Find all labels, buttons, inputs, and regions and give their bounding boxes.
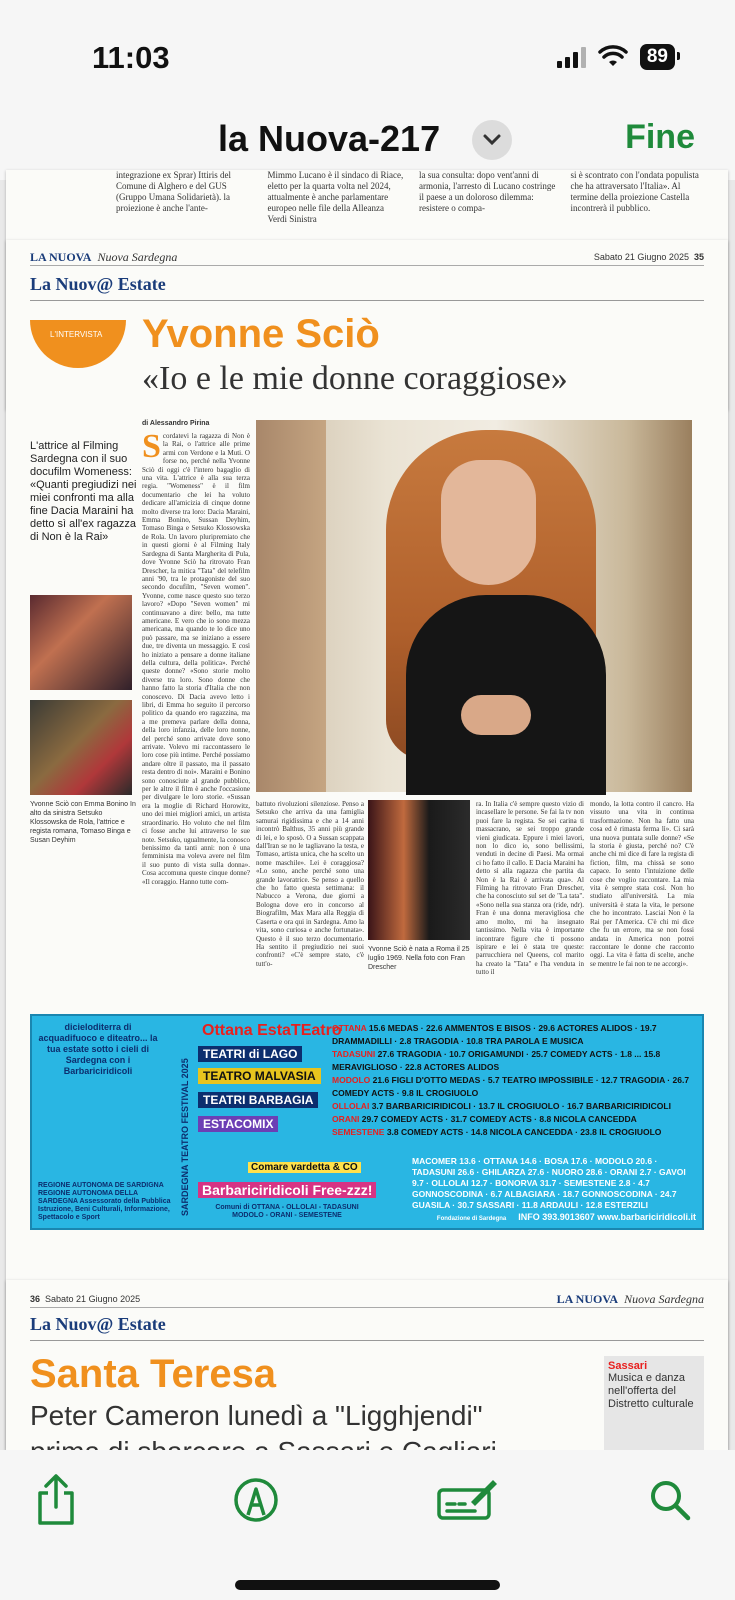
navigation-bar xyxy=(0,100,735,180)
title-menu-button[interactable] xyxy=(472,120,512,160)
group-photo xyxy=(30,595,132,690)
sidebar-text: Musica e danza nell'offerta del Distretto culturale xyxy=(608,1372,694,1410)
ad-logo-barbagia: TEATRI BARBAGIA xyxy=(198,1092,318,1108)
share-button[interactable] xyxy=(26,1470,86,1530)
bonino-photo xyxy=(30,700,132,795)
edit-icon xyxy=(435,1478,499,1522)
document-title[interactable]: la Nuova-217 xyxy=(218,118,441,159)
status-icons xyxy=(557,44,675,70)
chevron-down-icon xyxy=(483,134,501,146)
page-number: 35 xyxy=(693,252,704,262)
battery-indicator: 89 xyxy=(640,44,675,70)
photo-caption: Yvonne Sciò con Emma Bonino In alto da sinistra Setsuko Klossowska de Rola, l'attrice e regista romana, Tomaso Binga e Susan Deyhim xyxy=(30,801,136,844)
ad-line: ORANI 29.7 COMEDY ACTS · 31.7 COMEDY ACTS · 8.8 NICOLA CANCEDDA xyxy=(332,1114,637,1124)
status-time: 11:03 xyxy=(92,40,170,75)
small-photo-caption: Yvonne Sciò è nata a Roma il 25 luglio 1969. Nella foto con Fran Drescher xyxy=(368,946,470,971)
bottom-toolbar xyxy=(0,1450,735,1600)
ad-fondazione: Fondazione di Sardegna xyxy=(436,1216,507,1222)
article-subhead: «Io e le mie donne coraggiose» xyxy=(142,360,568,397)
article-subhead: Peter Cameron lunedì a "Ligghjendi" xyxy=(30,1400,483,1431)
masthead: LA NUOVA Nuova Sardegna xyxy=(30,250,178,264)
cellular-signal-icon xyxy=(557,46,586,68)
ad-logo-malvasia: TEATRO MALVASIA xyxy=(198,1068,321,1084)
section-divider xyxy=(30,300,704,301)
drescher-photo xyxy=(368,800,470,940)
festival-advertisement xyxy=(30,1014,704,1230)
search-icon xyxy=(648,1478,692,1522)
masthead-subtitle: Nuova Sardegna xyxy=(624,1292,704,1306)
page-header xyxy=(30,1292,704,1308)
ad-line: TADASUNI 27.6 TRAGODIA · 10.7 ORIGAMUNDI · 25.7 COMEDY ACTS · 1.8 ... 15.8 MERAVIGLIOSO · 22.8 ACTORES ALIDOS xyxy=(332,1049,661,1072)
ad-region: REGIONE AUTONOMA DE SARDIGNA REGIONE AUTONOMA DELLA SARDEGNA Assessorato della Pubblica Istruzione, Beni Culturali, Informazione, Spettacolo e Sport xyxy=(38,1182,171,1221)
article-column-3: ra. In Italia c'è sempre questo vizio di incasellare le persone. Se fai la tv non puoi fare la regista. Se sei carina ti massacrano, se sei troppo grande vieni giudicata. Eppure i miei lavori, non lo dico io, sono bellissimi, venduti in decine di Paesi. Ma ormai ci ho fatto il callo. E Dacia Maraini ha detto sì alla ragazza che partita da Non è la Rai è arrivata qua». Al Filming ha ritrovato Fran Drescher, che ha conosciuto sul set de "La tata". «Sono nella sua stanza ora (ride, ndr). Fran è una donna meravigliosa che amo molto, mi ha insegnato tantissimo. Nella vita è importante incontrare figure che ti possono ispirare e lei è stata tre queste: parrucchiera nel Queens, col marito ha creato la "Tata" e l'ha venduta in tutto il xyxy=(476,800,584,977)
article-lead: L'attrice al Filming Sardegna con il suo docufilm Womeness: «Quanti pregiudizi nei miei confronti ma alla fine Dacia Maraini ha detto sì all'ex ragazza di Non è la Rai» xyxy=(30,440,137,543)
ad-title: Ottana EstaTEatro xyxy=(202,1022,342,1039)
ad-tagline: dicieloditerra di acquadifuoco e diteatro... la tua estate sotto i cieli di Sardegna con i Barbariciridicoli xyxy=(38,1022,158,1076)
ad-line: OTTANA 15.6 MEDAS · 22.6 AMMENTOS E BISOS · 29.6 ACTORES ALIDOS · 19.7 DRAMMADILLI · 2.8 TRAGODIA · 10.8 TRA PAROLA E MUSICA xyxy=(332,1023,657,1046)
ad-programme xyxy=(332,1022,698,1139)
page-header xyxy=(30,250,704,266)
section-title: La Nuov@ Estate xyxy=(30,1314,166,1334)
section-title: La Nuov@ Estate xyxy=(30,274,166,294)
edit-button[interactable] xyxy=(432,1470,502,1530)
ad-schedule: MACOMER 13.6 · OTTANA 14.6 · BOSA 17.6 · MODOLO 20.6 · TADASUNI 26.6 · GHILARZA 27.6 · NUORO 28.6 · ORANI 2.7 · GAVOI 9.7 · OLLOLAI 12.7 · BONORVA 31.7 · SEMESTENE 2.8 · 4.7 GONNOSCODINA · 6.7 ALBAGIARA · 18.7 GONNOSCODINA · 24.7 GUASILA · 30.7 SASSARI · 11.8 ARDAULI · 12.8 ESTERZILI xyxy=(412,1156,686,1210)
page-date: Sabato 21 Giugno 2025 35 xyxy=(593,252,704,262)
masthead: LA NUOVA Nuova Sardegna xyxy=(556,1292,704,1306)
search-button[interactable] xyxy=(640,1470,700,1530)
prev-col-2: Mimmo Lucano è il sindaco di Riace, eletto per la quarta volta nel 2024, attualmente è anche parlamentare europeo nelle file della Alleanza Verdi Sinistra xyxy=(267,170,404,224)
sidebar-heading: Sassari xyxy=(608,1360,648,1372)
home-indicator[interactable] xyxy=(235,1580,500,1590)
page-number: 36 xyxy=(30,1294,41,1304)
markup-button[interactable] xyxy=(226,1470,286,1530)
main-portrait-photo xyxy=(256,420,692,792)
share-icon xyxy=(34,1473,78,1527)
article-headline: Yvonne Sciò xyxy=(142,312,380,356)
article-column-2: battuto rivoluzioni silenziose. Penso a Setsuko che arriva da una famiglia samurai rigidissima e che a 14 anni incontrò Balthus, 35 anni più grande di lei, e lo sposò. O a Sussan scappata dall'Iran se no le tagliavano la testa, e Tomaso, artista unica, che ha scelto un nome maschile». Lei è coraggiosa? «Lo sono, anche perché sono una grande lavoratrice. Se penso a quello che ho fatto questa settimana: il Nabucco a Verona, due giorni a Bologna dove ero in concorso al Biografilm, Max Mara alla Reggia di Caserta e ora qui in Sardegna. Amo la vita, sono curiosa e anche fortunata». Questo è il suo terzo documentario. Ha sentito il pregiudizio nei suoi confronti? «C'è sempre stato, c'è tutt'o- xyxy=(256,800,364,968)
dropcap: S xyxy=(142,428,161,465)
markup-icon xyxy=(233,1477,279,1523)
section-divider xyxy=(30,1340,704,1341)
page-date: 36 Sabato 21 Giugno 2025 xyxy=(30,1294,141,1304)
wifi-icon xyxy=(598,46,628,68)
article-column-1: Scordatevi la ragazza di Non è la Rai, o l'attrice alle prime armi con Verdone e la Muti. O forse no, perché nella Yvonne Sciò di oggi c'è l'intero bagaglio di una vita. L'attrice è alla sua terza regia. "Womeness" è il film documentario che lei ha voluto dedicare all'amicizia di cinque donne molto diverse tra loro: Dacia Maraini, Emma Bonino, Sussan Deyhim, Tomaso Binga e Setsuko Klossowska de Rola. Un lavoro pluripremiato che in questi giorni è al Filming Italy Sardegna di Santa Margherita di Pula, dove Yvonne Sciò ha ritrovato Fran Drescher, la mitica "Tata" del telefilm anni '90, tra le protagoniste del suo secondo docufilm, "Seven women". Yvonne, come nasce questo suo terzo lavoro? «Dopo "Seven women" mi continuavano a dire: bello, ma tutte americane. E vero che io sono mezza americana, ma quando te lo dice uno può passare, ma se iniziano a essere due, tre diventa un messaggio. E così ho iniziato a pensare a donne italiane della cultura, della politica». Perché queste donne? «Sono storie molto diverse tra loro. Sono donne che hanno fatto la storia d'Italia che non conoscevo. Di Dacia avevo letto i libri, di Emma ho seguito il percorso politico da quando ero ragazzina, ma a me premeva parlare della donna, della loro infanzia, delle loro nonne, del perché sono arrivate dove sono arrivate. Volevo mi raccontassero le loro cose più intime. Perché possiamo andare oltre il passato, ma il passato resta dentro di noi». Maraini e Bonino sono conosciute al grande pubblico, per le altre il film è anche l'occasione per divulgare le loro storie. «Sussan era la moglie di Richard Horowitz, uno dei miei migliori amici, un artista straordinario. Ho voluto che nel film ci fosse anche lui attraverso le sue note. Setsuko, ugualmente, la conosco benissimo da tanti anni: non è una femminista ma voleva avere nel film il suo punto di vista sulla donna». Cosa accomuna queste cinque donne? «Il coraggio. Hanno tutte com- xyxy=(142,428,250,886)
interview-tab: L'INTERVISTA xyxy=(30,320,126,368)
ad-line: OLLOLAI 3.7 BARBARICIRIDICOLI · 13.7 IL CROGIUOLO · 16.7 BARBARICIRIDICOLI xyxy=(332,1101,671,1111)
newspaper-page xyxy=(6,240,728,1450)
prev-col-1: integrazione ex Sprar) Ittiris del Comune di Alghero e del GUS (Gruppo Umana Solidarietà). la proiezione è anche l'ante- xyxy=(116,170,231,213)
ad-line: SEMESTENE 3.8 COMEDY ACTS · 14.8 NICOLA CANCEDDA · 23.8 IL CROGIUOLO xyxy=(332,1127,662,1137)
prev-col-3: la sua consulta: dopo vent'anni di armonia, l'arresto di Lucano costringe il paese a un doloroso dilemma: resistere o compa- xyxy=(419,170,556,213)
ad-line: MODOLO 21.6 FIGLI D'OTTO MEDAS · 5.7 TEATRO IMPOSSIBILE · 12.7 TRAGODIA · 26.7 COMEDY ACTS · 9.8 IL CROGIUOLO xyxy=(332,1075,690,1098)
ad-barbaricir-logo: Barbariciridicoli Free-zzz! xyxy=(198,1182,376,1198)
prev-col-4: si è scontrato con l'ondata populista che ha attraversato l'Italia». Al termine della proiezione Castella incontrerà il pubblico. xyxy=(570,170,699,213)
ad-info: Fondazione di Sardegna INFO 393.9013607 www.barbariciridicoli.it xyxy=(436,1212,696,1222)
byline: di Alessandro Pirina xyxy=(142,420,210,427)
ad-vertical-text: SARDEGNA TEATRO FESTIVAL 2025 xyxy=(180,1058,190,1216)
ad-logo-teatri-lago: TEATRI di LAGO xyxy=(198,1046,302,1062)
ad-logo-estacomix: ESTACOMIX xyxy=(198,1116,278,1132)
article-headline: Santa Teresa xyxy=(30,1352,277,1396)
article-column-4: mondo, la lotta contro il cancro. Ha vissuto una vita in continua trasformazione. Non ha fatto una cosa ed è rimasta ferma lì». Ci sarà una nuova puntata sulle donne? «Se la storia è giusta, perché no? C'è anche chi mi dice di fare la regista di fiction, film, ma chissà se sono capace. Io sento l'intuizione delle cose che voglio raccontare. La mia vita è sempre stata così. Non ho studiato all'università. La mia università è stata la vita, le persone che ho incontrato. Lasciai Non è la Rai per l'America. C'è chi mi dice che fu un errore, ma se non fossi andata in America non potrei raccontare le donne che racconto oggi. La vita è fatta di scelte, anche se mentre le fai non te ne accorgi». xyxy=(590,800,694,968)
ad-comuni: Comuni di OTTANA - OLLOLAI - TADASUNI MODOLO - ORANI - SEMESTENE xyxy=(215,1204,359,1219)
ad-vardetta: Comare vardetta & CO xyxy=(248,1162,361,1173)
masthead-subtitle: Nuova Sardegna xyxy=(97,250,178,264)
done-button[interactable]: Fine xyxy=(625,118,695,156)
document-scroll-area[interactable] xyxy=(0,170,735,1450)
